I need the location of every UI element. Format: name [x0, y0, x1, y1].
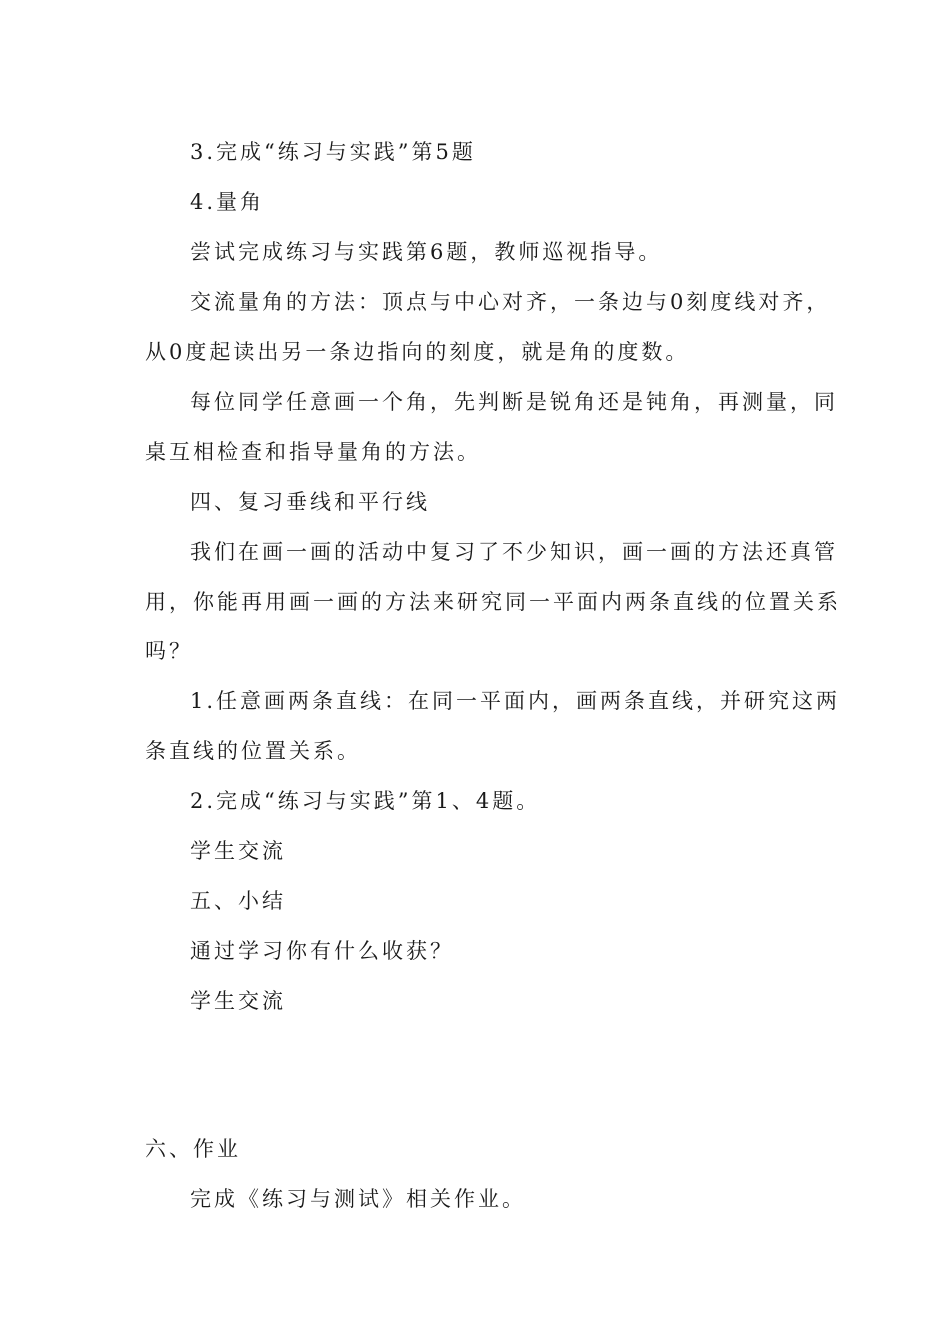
section-heading-summary: 五、小结	[190, 889, 286, 913]
paragraph-review-line1: 我们在画一画的活动中复习了不少知识，画一画的方法还真管	[190, 540, 838, 564]
section-heading-review-lines: 四、复习垂线和平行线	[190, 490, 430, 514]
section-heading-homework: 六、作业	[145, 1137, 241, 1161]
heading-measure-angle: 4.量角	[190, 190, 265, 214]
paragraph-homework: 完成《练习与测试》相关作业。	[190, 1187, 526, 1211]
paragraph-draw-lines-line2: 条直线的位置关系。	[145, 739, 361, 763]
paragraph-exercise-6: 尝试完成练习与实践第6题，教师巡视指导。	[190, 240, 663, 264]
paragraph-exercise-1-4: 2.完成“练习与实践”第1、4题。	[190, 789, 541, 813]
paragraph-summary-question: 通过学习你有什么收获？	[190, 939, 454, 963]
paragraph-method-line2: 从0度起读出另一条边指向的刻度，就是角的度数。	[145, 340, 690, 364]
paragraph-draw-lines-line1: 1.任意画两条直线：在同一平面内，画两条直线，并研究这两	[190, 689, 841, 713]
paragraph-draw-angle-line1: 每位同学任意画一个角，先判断是锐角还是钝角，再测量，同	[190, 390, 838, 414]
paragraph-draw-angle-line2: 桌互相检查和指导量角的方法。	[145, 440, 481, 464]
paragraph-method-line1: 交流量角的方法：顶点与中心对齐，一条边与0刻度线对齐，	[190, 290, 831, 314]
paragraph-students-discuss-2: 学生交流	[190, 989, 286, 1013]
paragraph-review-line3: 吗？	[145, 639, 193, 663]
paragraph-review-line2: 用，你能再用画一画的方法来研究同一平面内两条直线的位置关系	[145, 590, 841, 614]
paragraph-students-discuss-1: 学生交流	[190, 839, 286, 863]
paragraph-exercise-5: 3.完成“练习与实践”第5题	[190, 140, 476, 164]
